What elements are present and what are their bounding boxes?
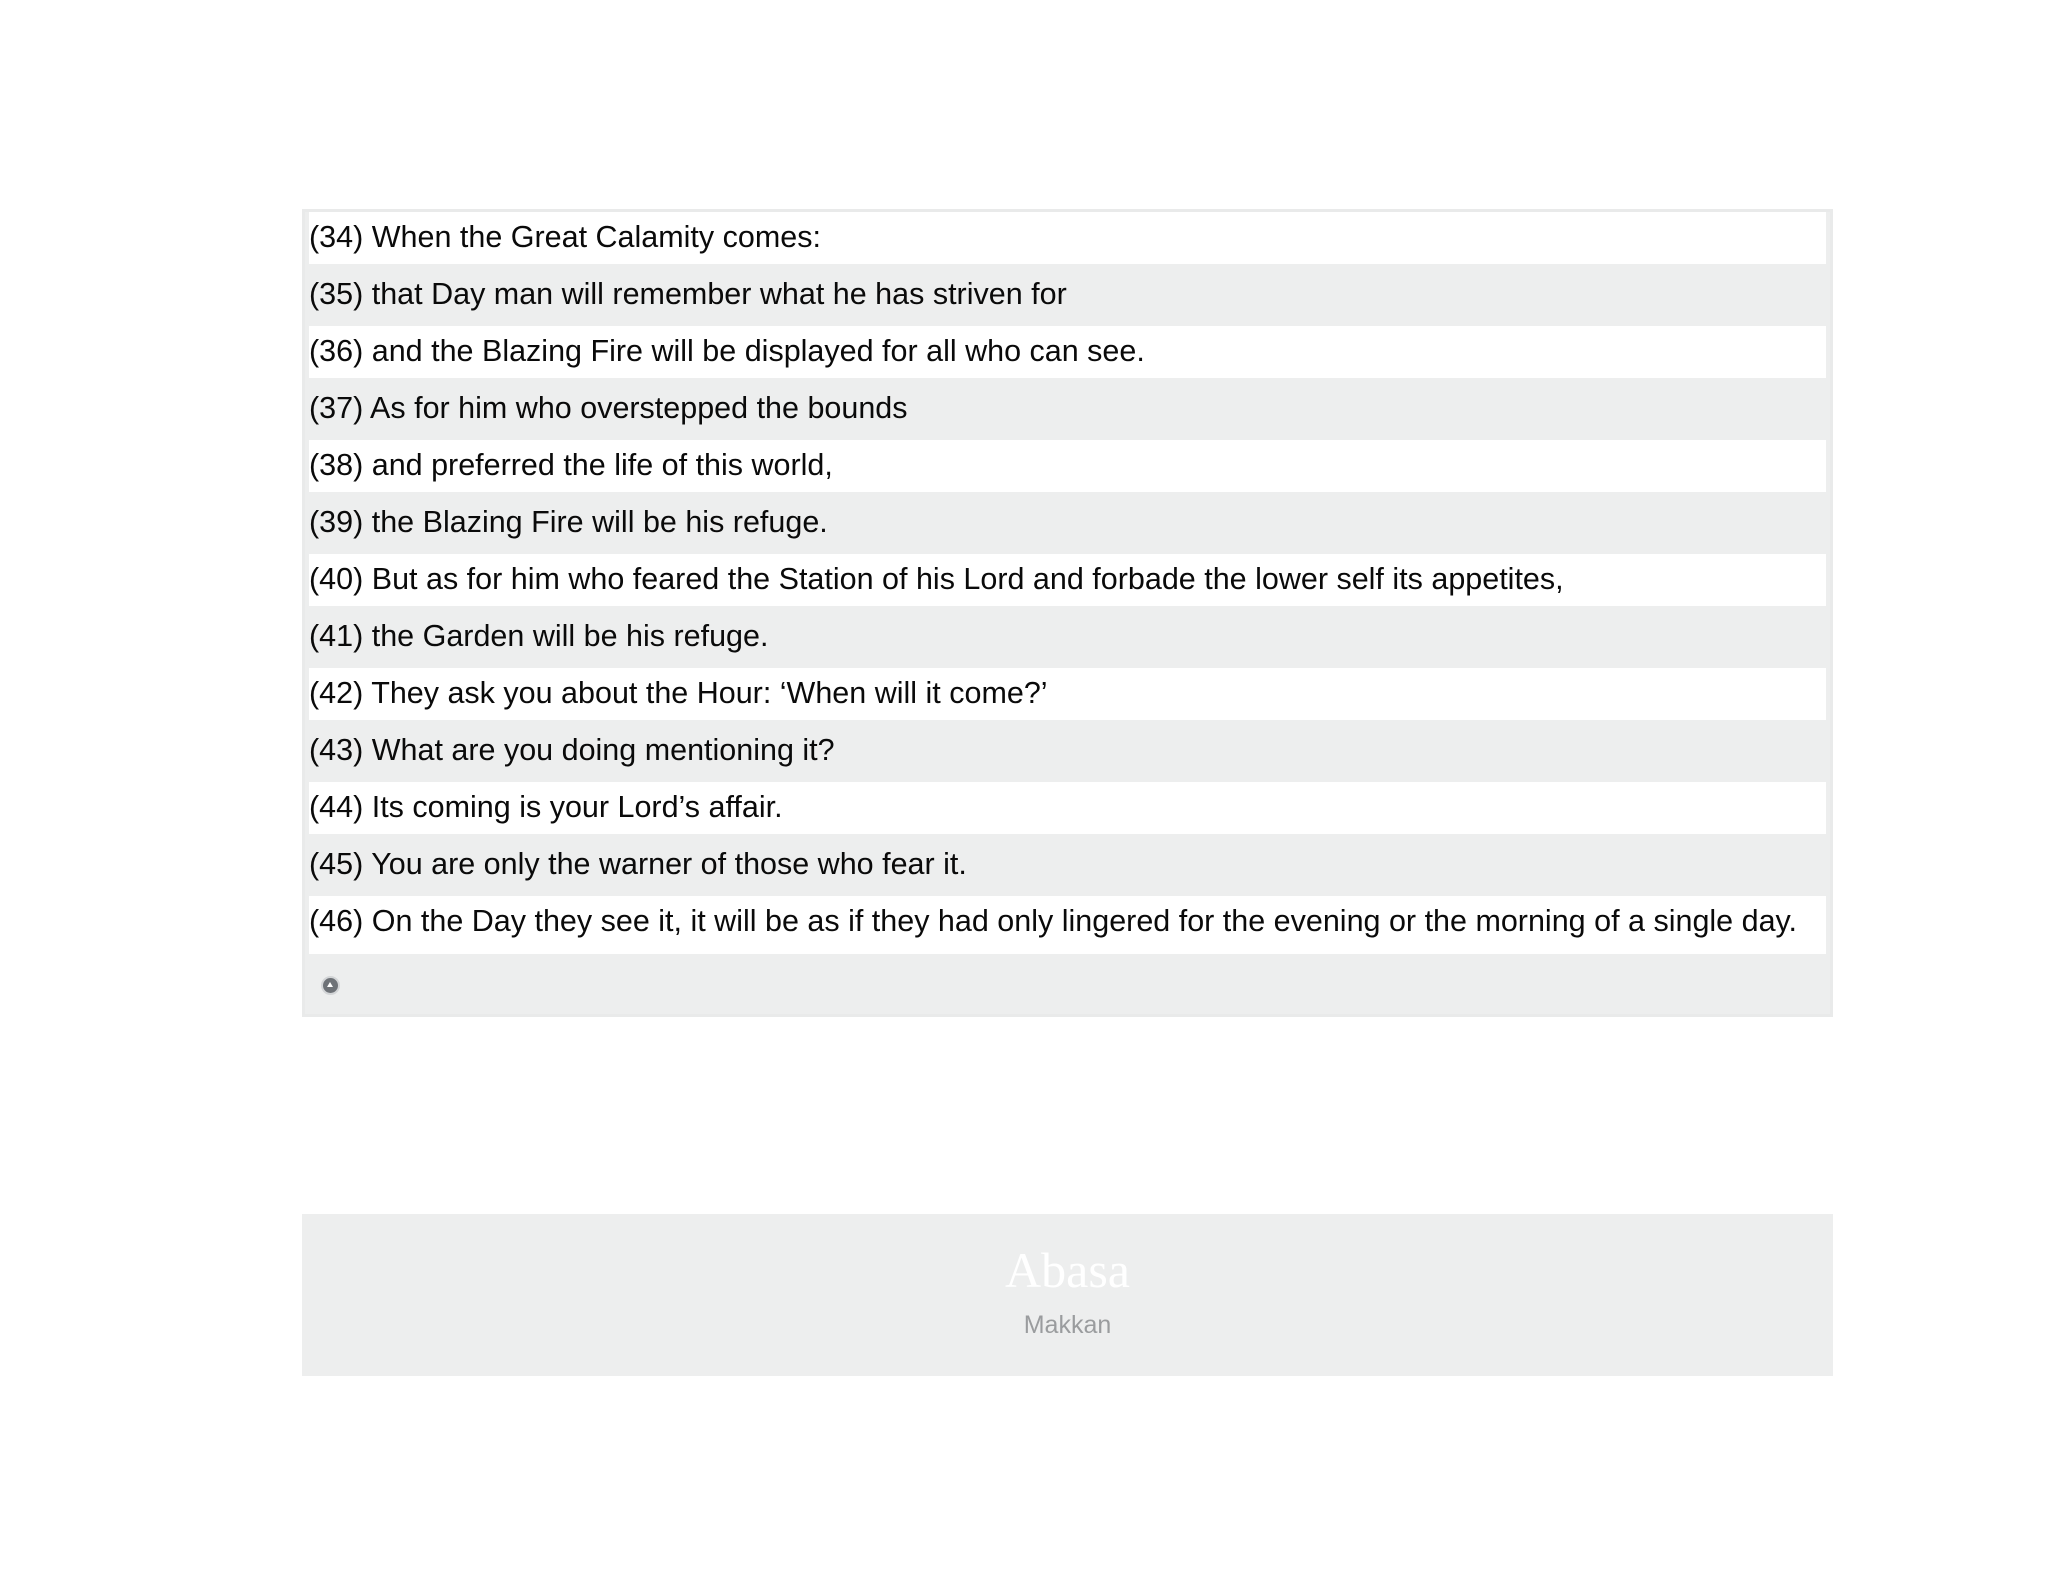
verse-row (309, 896, 1826, 959)
verse-row (309, 383, 1826, 440)
verse-text: They ask you about the Hour: ‘When will it come?’ (371, 676, 1048, 710)
verse-text: What are you doing mentioning it? (371, 733, 835, 767)
verse-text: As for him who overstepped the bounds (370, 391, 908, 425)
verse-number: (37) (309, 391, 364, 425)
verse-number: (39) (309, 505, 364, 539)
verse-row (309, 554, 1826, 611)
verse-row (309, 782, 1826, 839)
verse-number: (36) (309, 334, 364, 368)
verse-row (309, 269, 1826, 326)
surah-title[interactable]: Abasa (1005, 1242, 1130, 1298)
verse-number: (46) (309, 904, 364, 938)
verse-text: and the Blazing Fire will be displayed for all who can see. (371, 334, 1145, 368)
verse-text: that Day man will remember what he has striven for (371, 277, 1067, 311)
verse-row (309, 725, 1826, 782)
verse-row (309, 212, 1826, 269)
verse-list (302, 209, 1833, 1017)
verse-text: the Garden will be his refuge. (371, 619, 769, 653)
surah-revelation-type: Makkan (1023, 1311, 1112, 1339)
verse-number: (41) (309, 619, 364, 653)
verse-row (309, 668, 1826, 725)
verse-text: On the Day they see it, it will be as if they had only lingered for the evening or the morning of a single day. (371, 904, 1797, 938)
surah-banner (302, 1214, 1833, 1376)
verse-row (309, 326, 1826, 383)
verse-number: (43) (309, 733, 364, 767)
verse-text: and preferred the life of this world, (371, 448, 833, 482)
chevron-up-icon (327, 982, 333, 987)
verse-number: (34) (309, 220, 364, 254)
verse-text: When the Great Calamity comes: (371, 220, 821, 254)
verse-text: Its coming is your Lord’s affair. (371, 790, 783, 824)
verse-text: But as for him who feared the Station of his Lord and forbade the lower self its appetites, (371, 562, 1564, 596)
verse-text: the Blazing Fire will be his refuge. (371, 505, 828, 539)
verse-number: (42) (309, 676, 364, 710)
verse-number: (45) (309, 847, 364, 881)
scroll-to-top-button[interactable] (321, 976, 340, 995)
footer-controls (309, 959, 1826, 1014)
verse-row (309, 611, 1826, 668)
verse-number: (38) (309, 448, 364, 482)
verse-number: (35) (309, 277, 364, 311)
verse-row (309, 440, 1826, 497)
verse-text: You are only the warner of those who fear it. (371, 847, 967, 881)
verse-number: (40) (309, 562, 364, 596)
verse-number: (44) (309, 790, 364, 824)
verse-row (309, 839, 1826, 896)
verse-row (309, 497, 1826, 554)
